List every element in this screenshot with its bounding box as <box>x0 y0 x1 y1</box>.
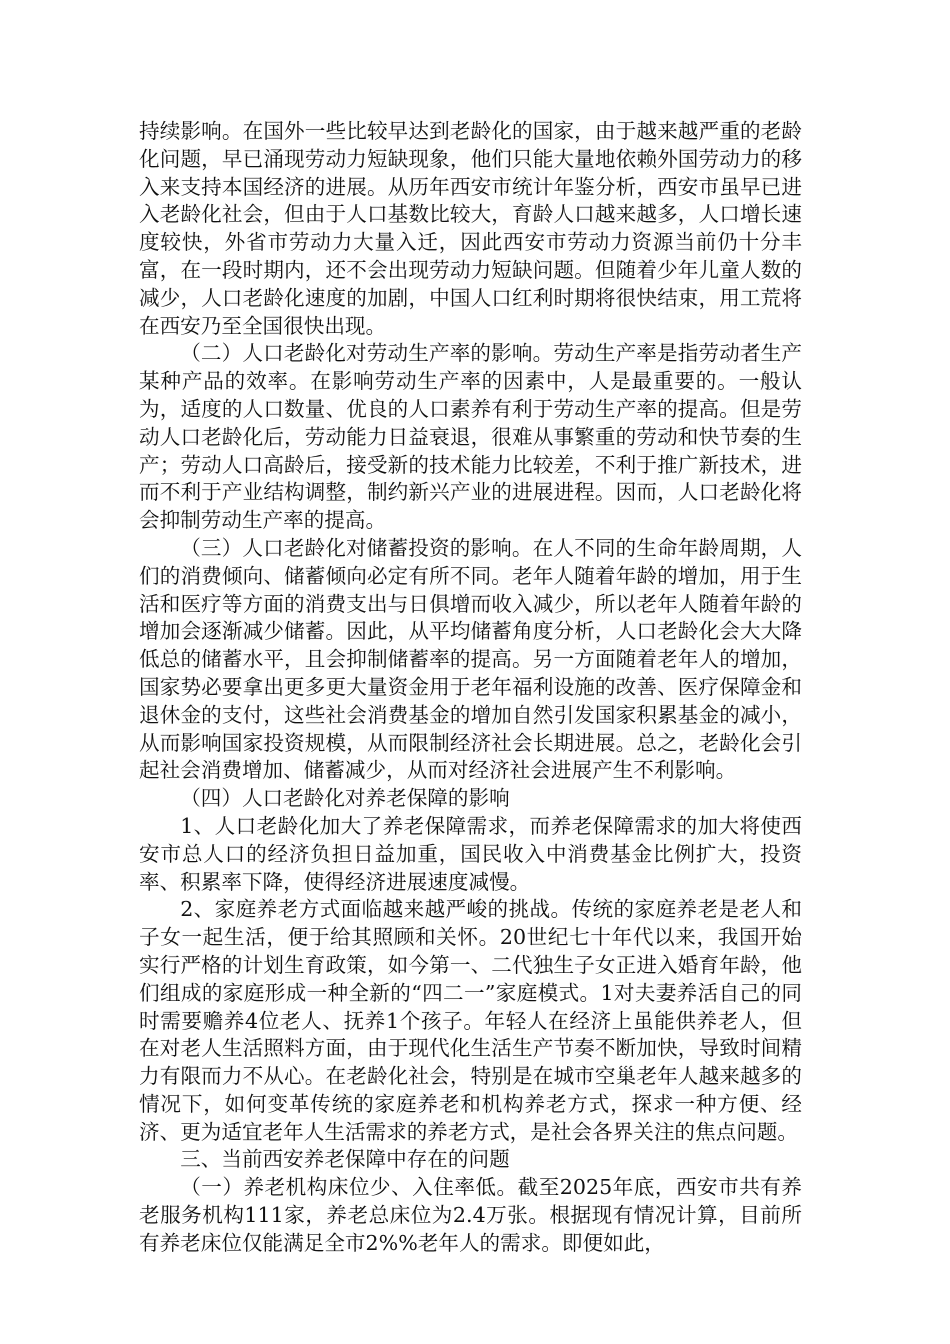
paragraph-8: （一）养老机构床位少、入住率低。截至2025年底，西安市共有养老服务机构111家，养老总床位为2.4万张。根据现有情况计算，目前所有养老床位仅能满足全市2%%老年人的需求。即便如此， <box>139 1175 802 1255</box>
section-heading-3: 三、当前西安养老保障中存在的问题 <box>180 1147 510 1172</box>
section-heading-4: （四）人口老龄化对养老保障的影响 <box>180 786 510 811</box>
paragraph-3: （三）人口老龄化对储蓄投资的影响。在人不同的生命年龄周期，人们的消费倾向、储蓄倾向必定有所不同。老年人随着年龄的增加，用于生活和医疗等方面的消费支出与日俱增而收入减少，所以老年人随着年龄的增加会逐渐减少储蓄。因此，从平均储蓄角度分析，人口老龄化会大大降低总的储蓄水平，且会抑制储蓄率的提高。另一方面随着老年人的增加，国家势必要拿出更多更大量资金用于老年福利设施的改善、医疗保障金和退休金的支付，这些社会消费基金的增加自然引发国家积累基金的减小，从而影响国家投资规模，从而限制经济社会长期进展。总之，老龄化会引起社会消费增加、储蓄减少，从而对经济社会进展产生不利影响。 <box>139 535 802 783</box>
paragraph-2: （二）人口老龄化对劳动生产率的影响。劳动生产率是指劳动者生产某种产品的效率。在影响劳动生产率的因素中，人是最重要的。一般认为，适度的人口数量、优良的人口素养有利于劳动生产率的提高。但是劳动人口老龄化后，劳动能力日益衰退，很难从事繁重的劳动和快节奏的生产；劳动人口高龄后，接受新的技术能力比较差，不利于推广新技术，进而不利于产业结构调整，制约新兴产业的进展进程。因而，人口老龄化将会抑制劳动生产率的提高。 <box>139 341 802 533</box>
paragraph-5: 1、人口老龄化加大了养老保障需求，而养老保障需求的加大将使西安市总人口的经济负担日益加重，国民收入中消费基金比例扩大，投资率、积累率下降，使得经济进展速度减慢。 <box>139 813 802 894</box>
paragraph-1: 持续影响。在国外一些比较早达到老龄化的国家，由于越来越严重的老龄化问题，早已涌现劳动力短缺现象，他们只能大量地依赖外国劳动力的移入来支持本国经济的进展。从历年西安市统计年鉴分析，西安市虽早已进入老龄化社会，但由于人口基数比较大，育龄人口越来越多，人口增长速度较快，外省市劳动力大量入迁，因此西安市劳动力资源当前仍十分丰富，在一段时期内，还不会出现劳动力短缺问题。但随着少年儿童人数的减少，人口老龄化速度的加剧，中国人口红利时期将很快结束，用工荒将在西安乃至全国很快出现。 <box>139 119 802 338</box>
paragraph-6: 2、家庭养老方式面临越来越严峻的挑战。传统的家庭养老是老人和子女一起生活，便于给其照顾和关怀。20世纪七十年代以来，我国开始实行严格的计划生育政策，如今第一、二代独生子女正进入婚育年龄，他们组成的家庭形成一种全新的“四二一”家庭模式。1对夫妻养活自己的同时需要赡养4位老人、抚养1个孩子。年轻人在经济上虽能供养老人，但在对老人生活照料方面，由于现代化生活生产节奏不断加快，导致时间精力有限而力不从心。在老龄化社会，特别是在城市空巢老年人越来越多的情况下，如何变革传统的家庭养老和机构养老方式，探求一种方便、经济、更为适宜老年人生活需求的养老方式，是社会各界关注的焦点问题。 <box>139 897 802 1144</box>
document-body <box>139 118 802 1258</box>
